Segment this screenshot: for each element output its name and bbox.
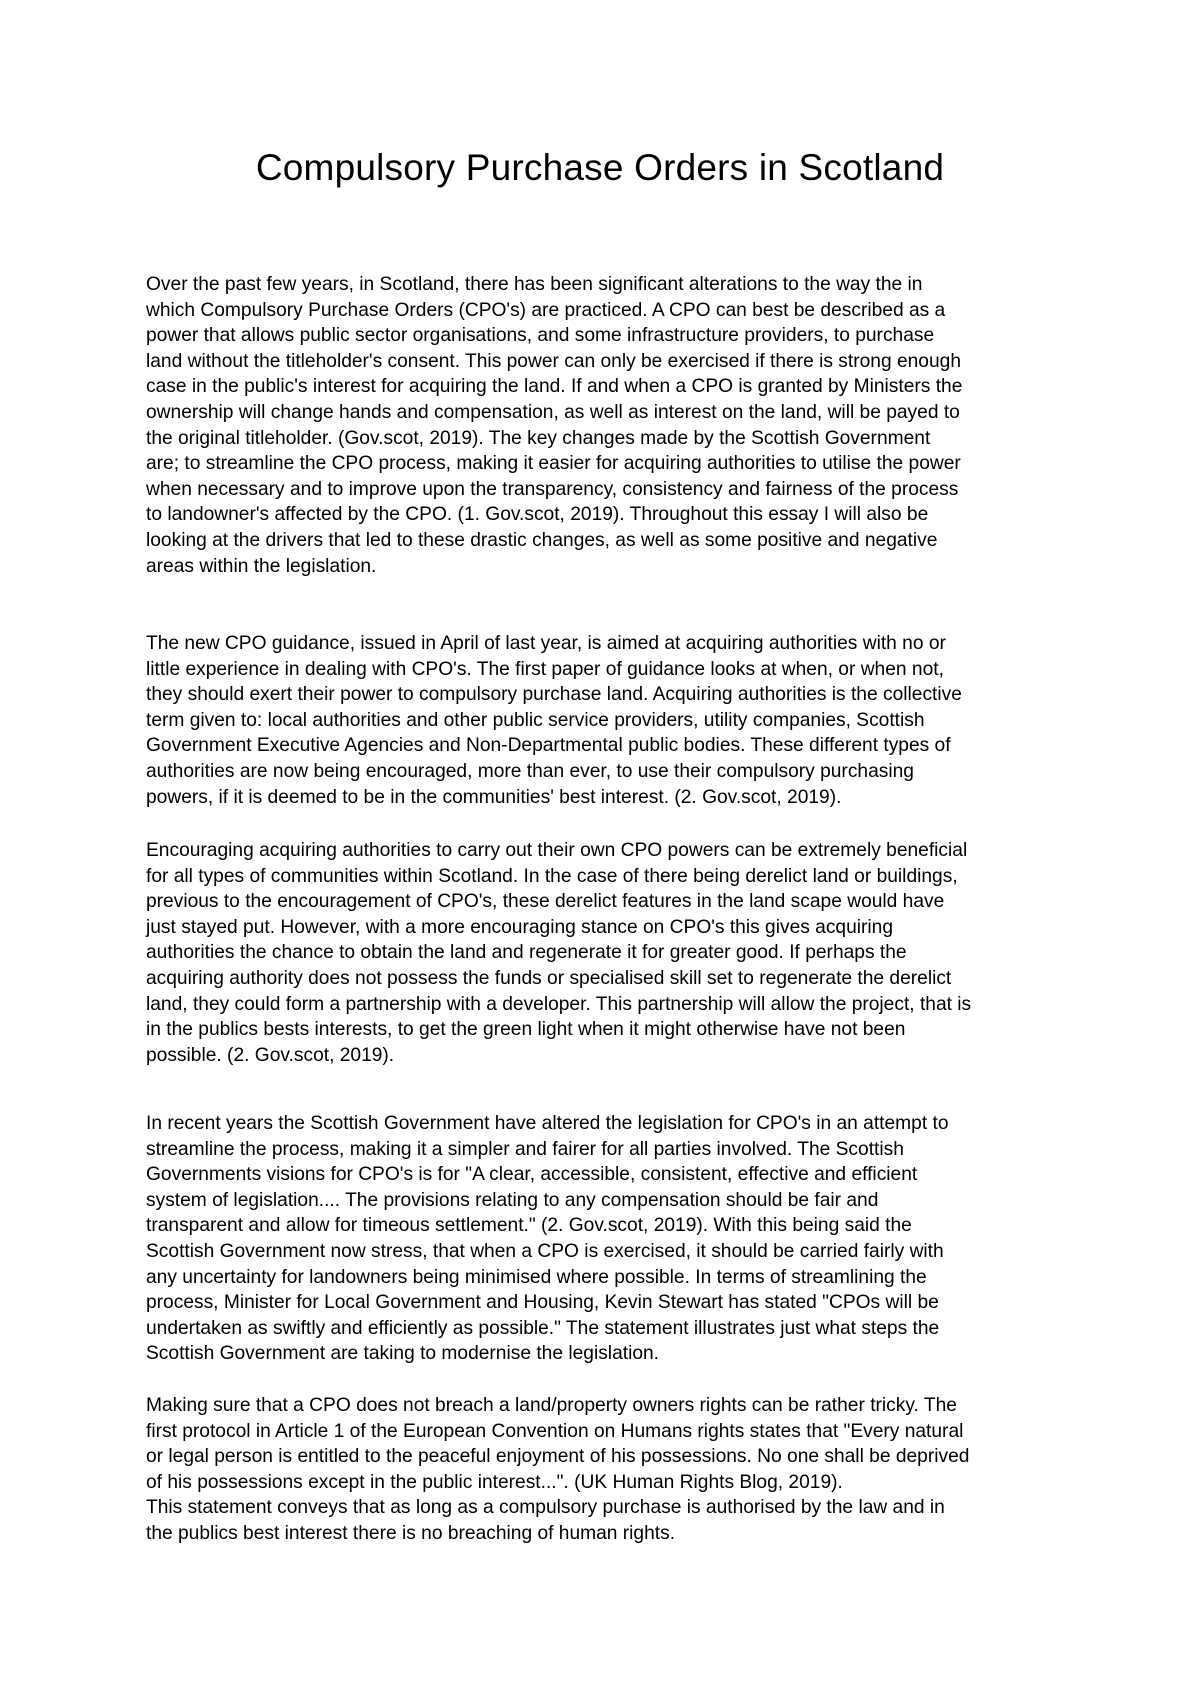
text-line: transparent and allow for timeous settlement." (2. Gov.scot, 2019). With this being said the <box>146 1215 912 1237</box>
text-line: which Compulsory Purchase Orders (CPO's) are practiced. A CPO can best be described as a <box>146 299 946 321</box>
text-line: Scottish Government are taking to modernise the legislation. <box>146 1343 660 1365</box>
text-line: authorities are now being encouraged, more than ever, to use their compulsory purchasing <box>146 760 914 782</box>
text-line: Scottish Government now stress, that when a CPO is exercised, it should be carried fairly with <box>146 1240 944 1262</box>
text-line: they should exert their power to compulsory purchase land. Acquiring authorities is the collective <box>146 684 962 706</box>
text-line: Making sure that a CPO does not breach a land/property owners rights can be rather tricky. The <box>146 1395 957 1416</box>
text-line: case in the public's interest for acquiring the land. If and when a CPO is granted by Ministers the <box>146 376 963 398</box>
text-line: first protocol in Article 1 of the European Convention on Humans rights states that "Every natural <box>146 1420 964 1442</box>
text-line: Governments visions for CPO's is for "A clear, accessible, consistent, effective and efficient <box>146 1164 918 1186</box>
text-line: powers, if it is deemed to be in the communities' best interest. (2. Gov.scot, 2019). <box>146 786 842 808</box>
text-line: streamline the process, making it a simpler and fairer for all parties involved. The Scottish <box>146 1138 904 1160</box>
text-line: when necessary and to improve upon the transparency, consistency and fairness of the process <box>146 478 959 500</box>
text-line: term given to: local authorities and other public service providers, utility companies, Scottish <box>146 709 925 731</box>
text-line: possible. (2. Gov.scot, 2019). <box>146 1044 395 1066</box>
paragraph-benefits <box>146 838 1076 1068</box>
text-line: for all types of communities within Scotland. In the case of there being derelict land or buildings, <box>146 865 958 887</box>
text-line: acquiring authority does not possess the funds or specialised skill set to regenerate the derelict <box>146 967 952 989</box>
text-line: power that allows public sector organisations, and some infrastructure providers, to purchase <box>146 325 935 347</box>
text-line: land without the titleholder's consent. This power can only be exercised if there is strong enough <box>146 350 961 372</box>
paragraph-legislation-changes <box>146 1111 1076 1367</box>
text-line: or legal person is entitled to the peaceful enjoyment of his possessions. No one shall be deprived <box>146 1446 970 1468</box>
text-line: The new CPO guidance, issued in April of last year, is aimed at acquiring authorities with no or <box>146 633 946 654</box>
text-line: areas within the legislation. <box>146 555 377 577</box>
paragraph-cpo-guidance <box>146 631 1076 810</box>
text-line: of his possessions except in the public interest...". (UK Human Rights Blog, 2019). <box>146 1471 843 1493</box>
text-line: system of legislation.... The provisions relating to any compensation should be fair and <box>146 1189 879 1211</box>
text-line: process, Minister for Local Government and Housing, Kevin Stewart has stated "CPOs will be <box>146 1292 939 1314</box>
text-line: Government Executive Agencies and Non-Departmental public bodies. These different types of <box>146 735 951 757</box>
text-line: In recent years the Scottish Government have altered the legislation for CPO's in an attempt to <box>146 1113 949 1134</box>
document-title: Compulsory Purchase Orders in Scotland <box>255 147 945 188</box>
paragraph-human-rights <box>146 1393 1076 1547</box>
text-line: undertaken as swiftly and efficiently as possible." The statement illustrates just what steps the <box>146 1317 940 1339</box>
text-line: the publics best interest there is no breaching of human rights. <box>146 1522 676 1544</box>
paragraph-introduction <box>146 272 1076 579</box>
text-line: land, they could form a partnership with a developer. This partnership will allow the project, that is <box>146 993 972 1015</box>
text-line: looking at the drivers that led to these drastic changes, as well as some positive and negative <box>146 529 938 551</box>
text-line: any uncertainty for landowners being minimised where possible. In terms of streamlining the <box>146 1266 927 1288</box>
text-line: to landowner's affected by the CPO. (1. Gov.scot, 2019). Throughout this essay I will also be <box>146 504 929 526</box>
text-line: Encouraging acquiring authorities to carry out their own CPO powers can be extremely beneficial <box>146 840 968 861</box>
text-line: the original titleholder. (Gov.scot, 2019). The key changes made by the Scottish Government <box>146 427 931 449</box>
text-line: This statement conveys that as long as a compulsory purchase is authorised by the law and in <box>146 1497 945 1519</box>
text-line: ownership will change hands and compensation, as well as interest on the land, will be payed to <box>146 401 960 423</box>
text-line: little experience in dealing with CPO's. The first paper of guidance looks at when, or when not, <box>146 658 944 680</box>
text-line: just stayed put. However, with a more encouraging stance on CPO's this gives acquiring <box>146 916 894 938</box>
text-line: are; to streamline the CPO process, making it easier for acquiring authorities to utilise the power <box>146 453 961 475</box>
text-line: authorities the chance to obtain the land and regenerate it for greater good. If perhaps the <box>146 942 907 964</box>
text-line: in the publics bests interests, to get the green light when it might otherwise have not been <box>146 1019 906 1041</box>
text-line: previous to the encouragement of CPO's, these derelict features in the land scape would have <box>146 891 945 913</box>
text-line: Over the past few years, in Scotland, there has been significant alterations to the way the in <box>146 274 923 295</box>
